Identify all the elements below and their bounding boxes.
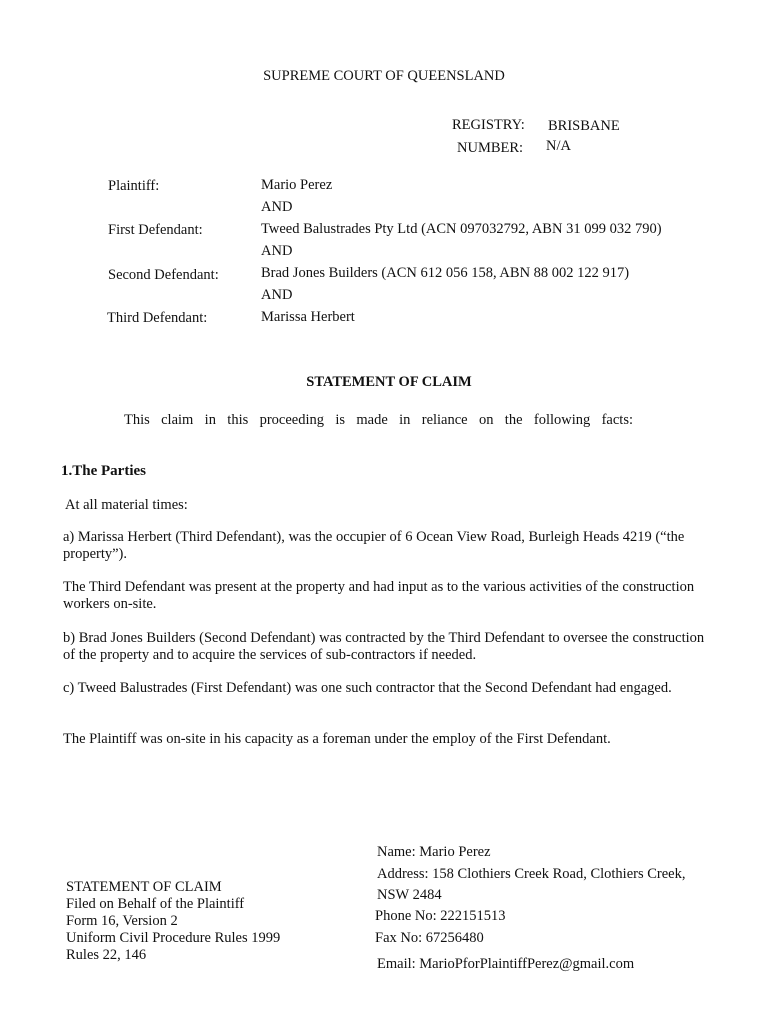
contact-address: Address: 158 Clothiers Creek Road, Clothiers Creek,: [377, 866, 686, 882]
paragraph-material-times: At all material times:: [65, 497, 188, 513]
contact-phone: Phone No: 222151513: [375, 908, 506, 924]
contact-address-line2: NSW 2484: [377, 887, 442, 903]
filing-details: [66, 879, 346, 964]
party-and-3: AND: [261, 287, 293, 303]
registry-value: BRISBANE: [548, 118, 620, 134]
party-label-second-defendant: Second Defendant:: [108, 267, 219, 283]
party-name-first-defendant: Tweed Balustrades Pty Ltd (ACN 097032792, ABN 31 099 032 790): [261, 221, 662, 237]
paragraph-c: c) Tweed Balustrades (First Defendant) was one such contractor that the Second Defendant had engaged.: [63, 680, 672, 696]
contact-fax: Fax No: 67256480: [375, 930, 484, 946]
section-heading: 1.The Parties: [61, 463, 146, 479]
paragraph-plaintiff: The Plaintiff was on-site in his capacity as a foreman under the employ of the First Defendant.: [63, 731, 611, 747]
party-and-1: AND: [261, 199, 293, 215]
document-title: STATEMENT OF CLAIM: [306, 374, 472, 390]
party-name-third-defendant: Marissa Herbert: [261, 309, 355, 325]
party-label-third-defendant: Third Defendant:: [107, 310, 208, 326]
filing-line: Form 16, Version 2: [66, 913, 178, 929]
filing-line: Rules 22, 146: [66, 947, 147, 963]
paragraph-third-defendant: The Third Defendant was present at the property and had input as to the various activities of the construction workers on-site.: [63, 579, 695, 612]
paragraph-a: a) Marissa Herbert (Third Defendant), was the occupier of 6 Ocean View Road, Burleigh Heads 4219 (“the property”).: [63, 529, 685, 562]
paragraph-b: b) Brad Jones Builders (Second Defendant) was contracted by the Third Defendant to oversee the construction of the property and to acquire the services of sub-contractors if needed.: [63, 630, 705, 663]
party-and-2: AND: [261, 243, 293, 259]
contact-name: Name: Mario Perez: [377, 844, 491, 860]
contact-email: Email: MarioPforPlaintiffPerez@gmail.com: [377, 956, 635, 972]
number-label: NUMBER:: [457, 140, 524, 156]
party-label-plaintiff: Plaintiff:: [108, 178, 160, 194]
filing-line: STATEMENT OF CLAIM: [66, 879, 222, 895]
party-name-plaintiff: Mario Perez: [261, 177, 333, 193]
party-name-second-defendant: Brad Jones Builders (ACN 612 056 158, ABN 88 002 122 917): [261, 265, 630, 281]
registry-label: REGISTRY:: [452, 117, 525, 133]
intro-text: This claim in this proceeding is made in reliance on the following facts:: [124, 412, 633, 428]
filing-line: Uniform Civil Procedure Rules 1999: [66, 930, 281, 946]
filing-line: Filed on Behalf of the Plaintiff: [66, 896, 245, 912]
party-label-first-defendant: First Defendant:: [108, 222, 203, 238]
number-value: N/A: [546, 138, 571, 154]
court-name: SUPREME COURT OF QUEENSLAND: [263, 68, 505, 84]
